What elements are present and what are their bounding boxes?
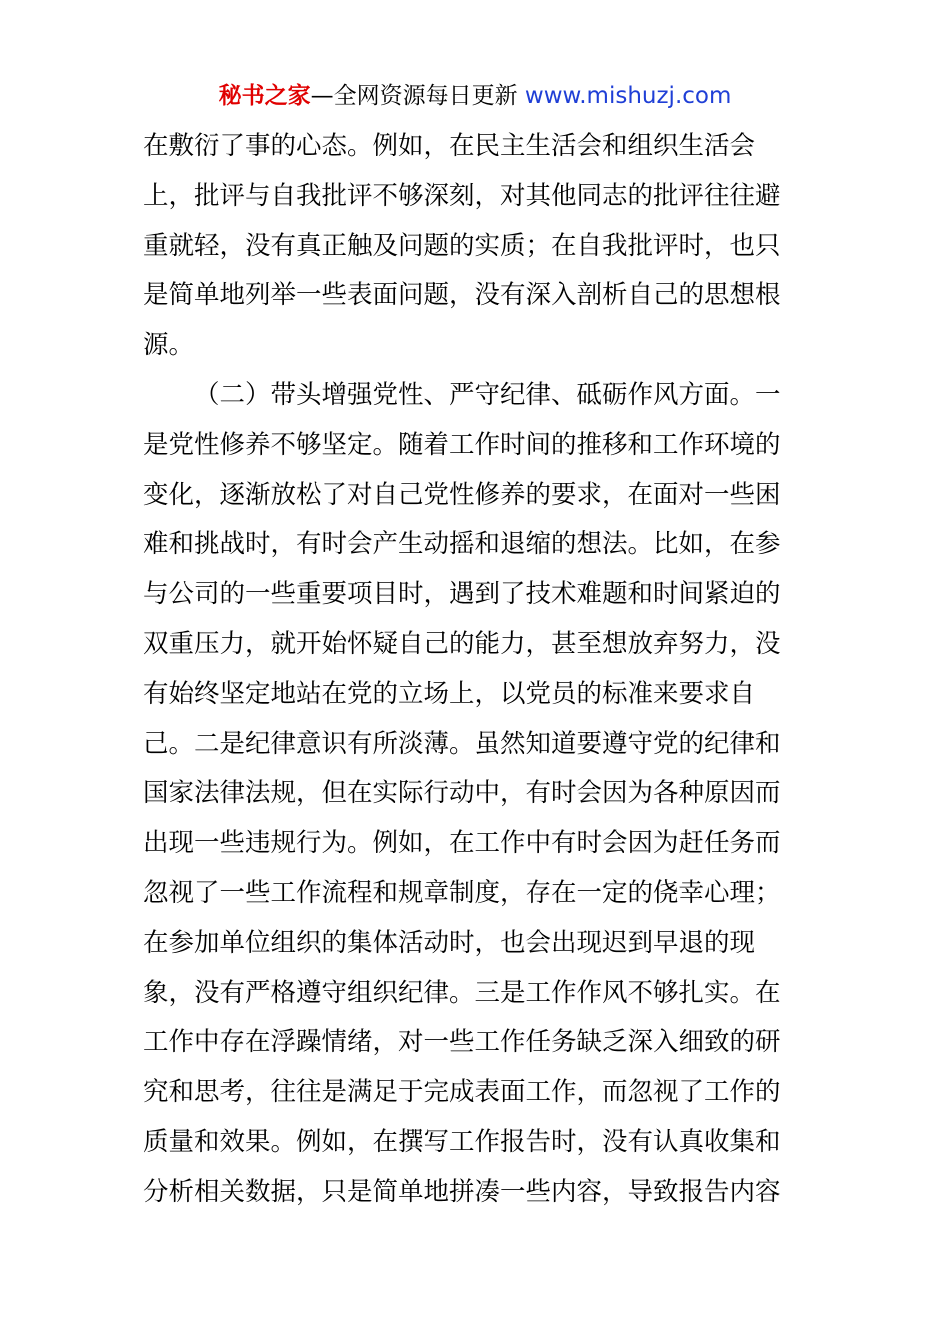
text-line: 难和挑战时，有时会产生动摇和退缩的想法。比如，在参 — [143, 529, 781, 560]
text-line: 重就轻，没有真正触及问题的实质；在自我批评时，也只 — [143, 230, 781, 261]
text-line: 出现一些违规行为。例如，在工作中有时会因为赶任务而 — [143, 828, 781, 859]
text-line: 国家法律法规，但在实际行动中，有时会因为各种原因而 — [143, 778, 781, 809]
text-line: 与公司的一些重要项目时，遇到了技术难题和时间紧迫的 — [143, 579, 781, 610]
text-line: 己。二是纪律意识有所淡薄。虽然知道要遵守党的纪律和 — [143, 728, 781, 759]
text-line: 象，没有严格遵守组织纪律。三是工作作风不够扎实。在 — [143, 977, 781, 1008]
text-line: 是简单地列举一些表面问题，没有深入剖析自己的思想根 — [143, 280, 781, 311]
site-url-link[interactable]: www.mishuzj.com — [524, 83, 732, 109]
text-line: 变化，逐渐放松了对自己党性修养的要求，在面对一些困 — [143, 479, 781, 510]
text-line: 质量和效果。例如，在撰写工作报告时，没有认真收集和 — [143, 1126, 781, 1157]
text-line: 忽视了一些工作流程和规章制度，存在一定的侥幸心理； — [143, 877, 781, 908]
text-line: 是党性修养不够坚定。随着工作时间的推移和工作环境的 — [143, 429, 781, 460]
text-line: 有始终坚定地站在党的立场上，以党员的标准来要求自 — [143, 678, 756, 709]
text-line: 源。 — [143, 330, 195, 361]
site-tagline: —全网资源每日更新 — [310, 83, 525, 109]
text-line: 上，批评与自我批评不够深刻，对其他同志的批评往往避 — [143, 180, 781, 211]
section-heading-line: （二）带头增强党性、严守纪律、砥砺作风方面。一 — [194, 379, 781, 410]
text-line: 究和思考，往往是满足于完成表面工作，而忽视了工作的 — [143, 1077, 781, 1108]
site-brand: 秘书之家 — [218, 83, 311, 109]
site-header — [0, 80, 950, 112]
document-body — [143, 122, 809, 1218]
text-line: 分析相关数据，只是简单地拼凑一些内容，导致报告内容 — [143, 1176, 781, 1207]
text-line: 工作中存在浮躁情绪，对一些工作任务缺乏深入细致的研 — [143, 1027, 781, 1058]
text-line: 在敷衍了事的心态。例如，在民主生活会和组织生活会 — [143, 131, 756, 161]
text-line: 双重压力，就开始怀疑自己的能力，甚至想放弃努力，没 — [143, 628, 781, 659]
text-line: 在参加单位组织的集体活动时，也会出现迟到早退的现 — [143, 927, 756, 958]
